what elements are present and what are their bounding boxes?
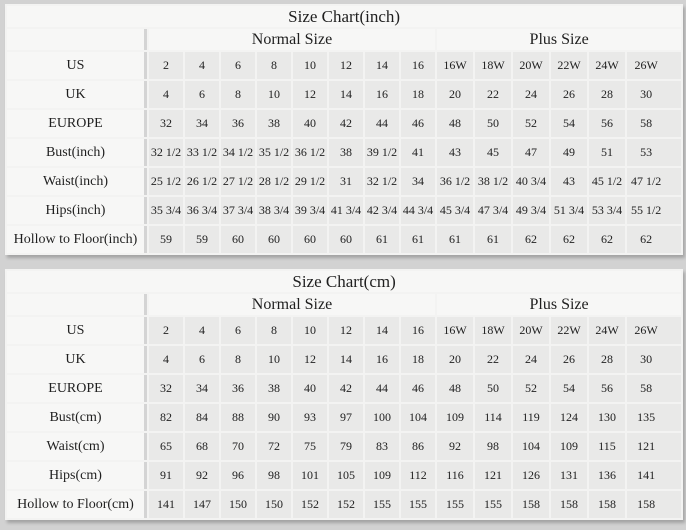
size-cell: 92 bbox=[185, 462, 219, 489]
size-cell: 90 bbox=[257, 404, 291, 431]
row-label: Hips(cm) bbox=[7, 462, 147, 489]
size-cell: 36 1/2 bbox=[293, 139, 327, 166]
size-cell: 10 bbox=[257, 81, 291, 108]
size-cell: 152 bbox=[329, 491, 363, 518]
size-cell: 12 bbox=[293, 81, 327, 108]
size-row bbox=[7, 317, 681, 344]
size-cell: 22 bbox=[475, 81, 511, 108]
size-cell: 36 bbox=[221, 110, 255, 137]
row-label: Hollow to Floor(cm) bbox=[7, 491, 147, 518]
column-group-header: Plus Size bbox=[437, 29, 681, 50]
size-cell: 45 3/4 bbox=[437, 197, 473, 224]
size-cell: 98 bbox=[475, 433, 511, 460]
size-row bbox=[7, 433, 681, 460]
size-cell: 38 bbox=[257, 110, 291, 137]
size-cell: 36 3/4 bbox=[185, 197, 219, 224]
size-cell: 38 bbox=[257, 375, 291, 402]
size-cell: 126 bbox=[513, 462, 549, 489]
size-cell: 141 bbox=[149, 491, 183, 518]
size-cell: 8 bbox=[221, 346, 255, 373]
size-cell: 56 bbox=[589, 110, 625, 137]
size-cell: 10 bbox=[257, 346, 291, 373]
size-row bbox=[7, 168, 681, 195]
size-cell: 4 bbox=[185, 317, 219, 344]
size-cell: 16W bbox=[437, 317, 473, 344]
size-cell: 104 bbox=[513, 433, 549, 460]
row-label: US bbox=[7, 52, 147, 79]
size-cell: 26 bbox=[551, 346, 587, 373]
size-cell: 83 bbox=[365, 433, 399, 460]
size-cell: 8 bbox=[257, 317, 291, 344]
size-cell: 24 bbox=[513, 81, 549, 108]
corner-cell bbox=[7, 29, 147, 50]
size-cell: 38 bbox=[329, 139, 363, 166]
size-cell: 47 3/4 bbox=[475, 197, 511, 224]
size-row bbox=[7, 110, 681, 137]
size-cell: 33 1/2 bbox=[185, 139, 219, 166]
size-cell: 58 bbox=[627, 375, 681, 402]
size-cell: 92 bbox=[437, 433, 473, 460]
size-cell: 16 bbox=[401, 317, 435, 344]
size-cell: 35 3/4 bbox=[149, 197, 183, 224]
size-cell: 42 bbox=[329, 375, 363, 402]
size-cell: 40 bbox=[293, 375, 327, 402]
size-cell: 109 bbox=[365, 462, 399, 489]
size-cell: 48 bbox=[437, 375, 473, 402]
size-cell: 65 bbox=[149, 433, 183, 460]
size-cell: 52 bbox=[513, 110, 549, 137]
size-cell: 72 bbox=[257, 433, 291, 460]
size-cell: 58 bbox=[627, 110, 681, 137]
size-cell: 130 bbox=[589, 404, 625, 431]
size-cell: 2 bbox=[149, 52, 183, 79]
size-cell: 54 bbox=[551, 110, 587, 137]
row-label: Waist(inch) bbox=[7, 168, 147, 195]
size-cell: 12 bbox=[293, 346, 327, 373]
size-cell: 88 bbox=[221, 404, 255, 431]
size-cell: 35 1/2 bbox=[257, 139, 291, 166]
size-cell: 104 bbox=[401, 404, 435, 431]
row-label: US bbox=[7, 317, 147, 344]
size-cell: 38 3/4 bbox=[257, 197, 291, 224]
size-cell: 70 bbox=[221, 433, 255, 460]
size-cell: 105 bbox=[329, 462, 363, 489]
size-cell: 82 bbox=[149, 404, 183, 431]
size-cell: 52 bbox=[513, 375, 549, 402]
size-cell: 60 bbox=[257, 226, 291, 253]
size-cell: 44 3/4 bbox=[401, 197, 435, 224]
size-cell: 31 bbox=[329, 168, 363, 195]
size-row bbox=[7, 52, 681, 79]
size-cell: 10 bbox=[293, 317, 327, 344]
size-cell: 34 1/2 bbox=[221, 139, 255, 166]
size-cell: 32 1/2 bbox=[149, 139, 183, 166]
size-row bbox=[7, 346, 681, 373]
size-cell: 4 bbox=[149, 346, 183, 373]
size-cell: 43 bbox=[551, 168, 587, 195]
size-cell: 100 bbox=[365, 404, 399, 431]
size-cell: 51 bbox=[589, 139, 625, 166]
size-cell: 37 3/4 bbox=[221, 197, 255, 224]
size-row bbox=[7, 491, 681, 518]
size-cell: 18 bbox=[401, 346, 435, 373]
size-cell: 98 bbox=[257, 462, 291, 489]
size-cell: 60 bbox=[329, 226, 363, 253]
size-cell: 24W bbox=[589, 317, 625, 344]
size-cell: 22 bbox=[475, 346, 511, 373]
size-cell: 61 bbox=[437, 226, 473, 253]
size-cell: 41 3/4 bbox=[329, 197, 363, 224]
size-cell: 14 bbox=[329, 346, 363, 373]
size-cell: 50 bbox=[475, 375, 511, 402]
size-cell: 30 bbox=[627, 81, 681, 108]
size-cell: 116 bbox=[437, 462, 473, 489]
size-cell: 34 bbox=[185, 375, 219, 402]
size-chart-table bbox=[5, 269, 683, 520]
size-cell: 121 bbox=[475, 462, 511, 489]
row-label: UK bbox=[7, 346, 147, 373]
size-cell: 16 bbox=[401, 52, 435, 79]
size-cell: 158 bbox=[513, 491, 549, 518]
size-cell: 55 1/2 bbox=[627, 197, 681, 224]
size-cell: 26W bbox=[627, 317, 681, 344]
table-title: Size Chart(cm) bbox=[7, 271, 681, 292]
size-cell: 109 bbox=[551, 433, 587, 460]
size-cell: 20W bbox=[513, 317, 549, 344]
size-cell: 24 bbox=[513, 346, 549, 373]
size-cell: 46 bbox=[401, 110, 435, 137]
size-cell: 44 bbox=[365, 375, 399, 402]
column-group-header: Normal Size bbox=[149, 29, 435, 50]
size-cell: 47 1/2 bbox=[627, 168, 681, 195]
size-cell: 62 bbox=[589, 226, 625, 253]
size-cell: 46 bbox=[401, 375, 435, 402]
size-cell: 115 bbox=[589, 433, 625, 460]
size-chart-inch bbox=[5, 4, 683, 255]
size-cell: 155 bbox=[401, 491, 435, 518]
size-chart-table bbox=[5, 4, 683, 255]
size-cell: 53 3/4 bbox=[589, 197, 625, 224]
size-cell: 42 bbox=[329, 110, 363, 137]
size-row bbox=[7, 81, 681, 108]
size-cell: 114 bbox=[475, 404, 511, 431]
size-cell: 14 bbox=[365, 317, 399, 344]
size-cell: 47 bbox=[513, 139, 549, 166]
size-cell: 54 bbox=[551, 375, 587, 402]
size-cell: 43 bbox=[437, 139, 473, 166]
size-cell: 24W bbox=[589, 52, 625, 79]
size-cell: 2 bbox=[149, 317, 183, 344]
size-cell: 131 bbox=[551, 462, 587, 489]
size-row bbox=[7, 404, 681, 431]
size-cell: 41 bbox=[401, 139, 435, 166]
size-cell: 53 bbox=[627, 139, 681, 166]
size-cell: 16 bbox=[365, 81, 399, 108]
size-cell: 22W bbox=[551, 52, 587, 79]
size-cell: 44 bbox=[365, 110, 399, 137]
size-cell: 30 bbox=[627, 346, 681, 373]
row-label: EUROPE bbox=[7, 375, 147, 402]
size-cell: 12 bbox=[329, 52, 363, 79]
size-cell: 62 bbox=[627, 226, 681, 253]
row-label: Hollow to Floor(inch) bbox=[7, 226, 147, 253]
size-cell: 59 bbox=[185, 226, 219, 253]
size-cell: 75 bbox=[293, 433, 327, 460]
size-cell: 79 bbox=[329, 433, 363, 460]
size-cell: 101 bbox=[293, 462, 327, 489]
size-row bbox=[7, 139, 681, 166]
size-cell: 121 bbox=[627, 433, 681, 460]
size-cell: 112 bbox=[401, 462, 435, 489]
size-cell: 141 bbox=[627, 462, 681, 489]
size-row bbox=[7, 375, 681, 402]
size-cell: 49 3/4 bbox=[513, 197, 549, 224]
size-cell: 155 bbox=[437, 491, 473, 518]
size-cell: 158 bbox=[627, 491, 681, 518]
size-cell: 150 bbox=[257, 491, 291, 518]
size-cell: 29 1/2 bbox=[293, 168, 327, 195]
size-cell: 45 1/2 bbox=[589, 168, 625, 195]
size-cell: 59 bbox=[149, 226, 183, 253]
size-cell: 6 bbox=[185, 346, 219, 373]
size-cell: 119 bbox=[513, 404, 549, 431]
size-cell: 28 bbox=[589, 346, 625, 373]
size-cell: 158 bbox=[589, 491, 625, 518]
size-cell: 109 bbox=[437, 404, 473, 431]
size-cell: 6 bbox=[221, 52, 255, 79]
row-label: Waist(cm) bbox=[7, 433, 147, 460]
size-cell: 96 bbox=[221, 462, 255, 489]
size-cell: 61 bbox=[475, 226, 511, 253]
size-cell: 39 1/2 bbox=[365, 139, 399, 166]
size-cell: 25 1/2 bbox=[149, 168, 183, 195]
row-label: Bust(cm) bbox=[7, 404, 147, 431]
size-cell: 4 bbox=[149, 81, 183, 108]
size-cell: 20 bbox=[437, 346, 473, 373]
size-cell: 18 bbox=[401, 81, 435, 108]
size-cell: 32 1/2 bbox=[365, 168, 399, 195]
size-cell: 38 1/2 bbox=[475, 168, 511, 195]
size-cell: 39 3/4 bbox=[293, 197, 327, 224]
size-cell: 49 bbox=[551, 139, 587, 166]
size-cell: 158 bbox=[551, 491, 587, 518]
size-cell: 155 bbox=[365, 491, 399, 518]
table-title: Size Chart(inch) bbox=[7, 6, 681, 27]
size-chart-cm bbox=[5, 269, 683, 520]
size-cell: 20 bbox=[437, 81, 473, 108]
size-cell: 93 bbox=[293, 404, 327, 431]
size-cell: 56 bbox=[589, 375, 625, 402]
size-cell: 40 bbox=[293, 110, 327, 137]
row-label: Bust(inch) bbox=[7, 139, 147, 166]
size-cell: 86 bbox=[401, 433, 435, 460]
size-cell: 124 bbox=[551, 404, 587, 431]
row-label: Hips(inch) bbox=[7, 197, 147, 224]
size-cell: 147 bbox=[185, 491, 219, 518]
size-cell: 8 bbox=[257, 52, 291, 79]
size-cell: 51 3/4 bbox=[551, 197, 587, 224]
size-cell: 12 bbox=[329, 317, 363, 344]
size-cell: 152 bbox=[293, 491, 327, 518]
size-cell: 68 bbox=[185, 433, 219, 460]
size-cell: 20W bbox=[513, 52, 549, 79]
row-label: UK bbox=[7, 81, 147, 108]
size-cell: 136 bbox=[589, 462, 625, 489]
size-cell: 36 bbox=[221, 375, 255, 402]
size-cell: 60 bbox=[293, 226, 327, 253]
size-row bbox=[7, 197, 681, 224]
size-cell: 16W bbox=[437, 52, 473, 79]
size-cell: 84 bbox=[185, 404, 219, 431]
size-cell: 16 bbox=[365, 346, 399, 373]
size-cell: 150 bbox=[221, 491, 255, 518]
size-cell: 61 bbox=[401, 226, 435, 253]
size-cell: 26W bbox=[627, 52, 681, 79]
column-group-header: Plus Size bbox=[437, 294, 681, 315]
size-cell: 18W bbox=[475, 52, 511, 79]
size-cell: 8 bbox=[221, 81, 255, 108]
size-row bbox=[7, 462, 681, 489]
size-cell: 32 bbox=[149, 110, 183, 137]
size-cell: 40 3/4 bbox=[513, 168, 549, 195]
size-cell: 14 bbox=[365, 52, 399, 79]
size-cell: 62 bbox=[513, 226, 549, 253]
size-cell: 50 bbox=[475, 110, 511, 137]
size-cell: 28 1/2 bbox=[257, 168, 291, 195]
size-cell: 34 bbox=[401, 168, 435, 195]
size-cell: 62 bbox=[551, 226, 587, 253]
size-cell: 155 bbox=[475, 491, 511, 518]
row-label: EUROPE bbox=[7, 110, 147, 137]
size-cell: 45 bbox=[475, 139, 511, 166]
size-cell: 26 1/2 bbox=[185, 168, 219, 195]
size-cell: 48 bbox=[437, 110, 473, 137]
size-cell: 22W bbox=[551, 317, 587, 344]
size-cell: 4 bbox=[185, 52, 219, 79]
size-cell: 61 bbox=[365, 226, 399, 253]
size-cell: 27 1/2 bbox=[221, 168, 255, 195]
size-cell: 36 1/2 bbox=[437, 168, 473, 195]
size-cell: 6 bbox=[221, 317, 255, 344]
size-cell: 97 bbox=[329, 404, 363, 431]
size-cell: 14 bbox=[329, 81, 363, 108]
column-group-header: Normal Size bbox=[149, 294, 435, 315]
size-cell: 18W bbox=[475, 317, 511, 344]
size-cell: 10 bbox=[293, 52, 327, 79]
size-cell: 60 bbox=[221, 226, 255, 253]
size-cell: 6 bbox=[185, 81, 219, 108]
size-cell: 32 bbox=[149, 375, 183, 402]
size-row bbox=[7, 226, 681, 253]
size-cell: 26 bbox=[551, 81, 587, 108]
size-cell: 28 bbox=[589, 81, 625, 108]
size-cell: 135 bbox=[627, 404, 681, 431]
corner-cell bbox=[7, 294, 147, 315]
size-cell: 42 3/4 bbox=[365, 197, 399, 224]
size-cell: 91 bbox=[149, 462, 183, 489]
size-cell: 34 bbox=[185, 110, 219, 137]
